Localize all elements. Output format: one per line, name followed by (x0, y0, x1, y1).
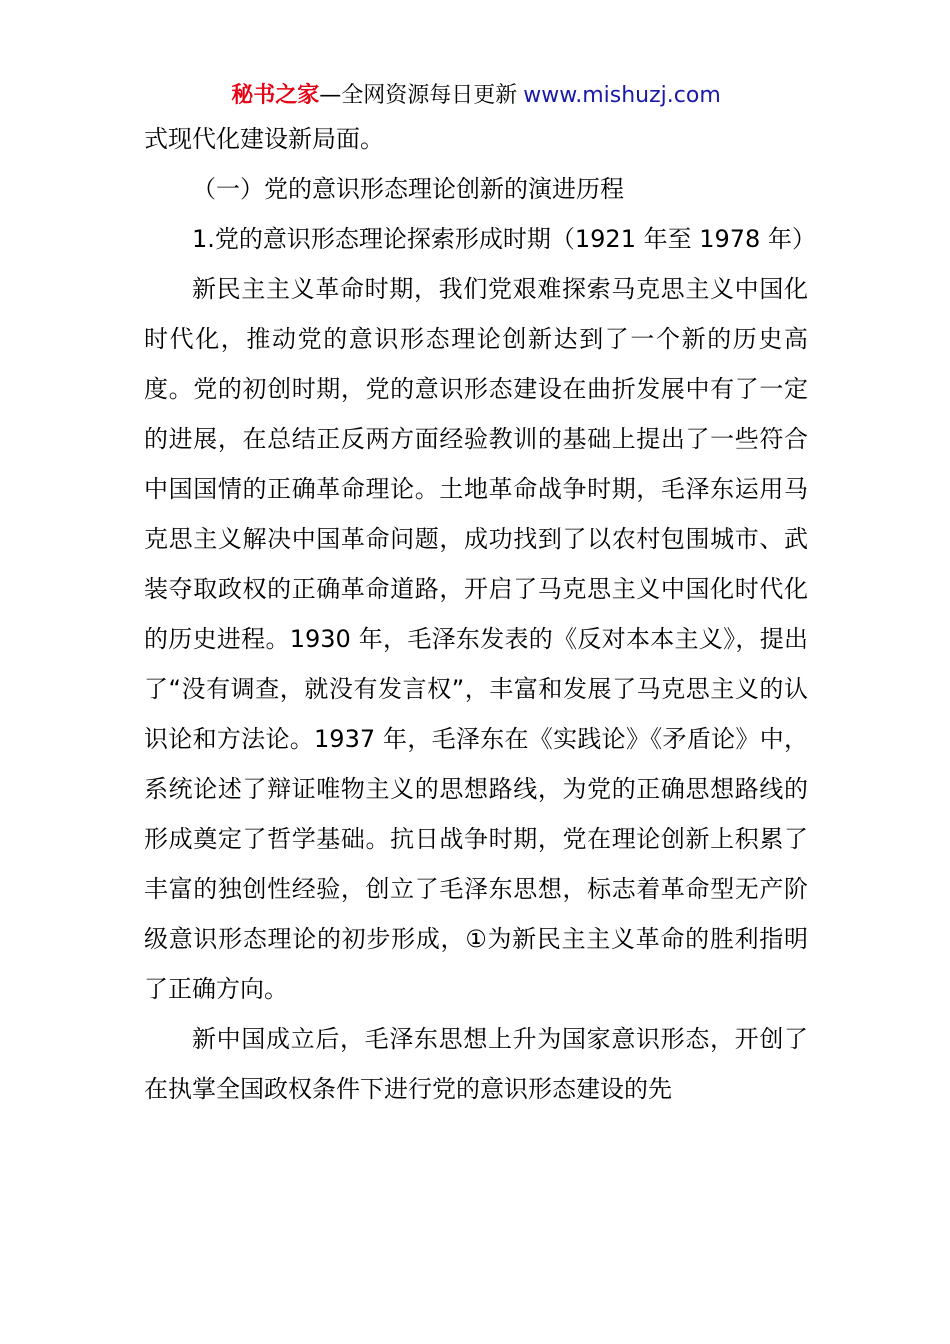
page-header (144, 78, 808, 114)
document-page (144, 78, 816, 1114)
section-heading: （一）党的意识形态理论创新的演进历程 (192, 175, 624, 203)
paragraph-continuation: 式现代化建设新局面。 (144, 125, 384, 153)
brand-name: 秘书之家 (231, 83, 320, 108)
header-url-link[interactable]: www.mishuzj.com (523, 83, 721, 108)
body-paragraph: 新中国成立后，毛泽东思想上升为国家意识形态，开创了在执掌全国政权条件下进行党的意识形态建设的先 (144, 1025, 808, 1103)
header-tagline: —全网资源每日更新 (319, 83, 518, 108)
subsection-heading: 1.党的意识形态理论探索形成时期（1921 年至 1978 年） (192, 225, 816, 253)
body-paragraph: 新民主主义革命时期，我们党艰难探索马克思主义中国化时代化，推动党的意识形态理论创新达到了一个新的历史高度。党的初创时期，党的意识形态建设在曲折发展中有了一定的进展，在总结正反两方面经验教训的基础上提出了一些符合中国国情的正确革命理论。土地革命战争时期，毛泽东运用马克思主义解决中国革命问题，成功找到了以农村包围城市、武装夺取政权的正确革命道路，开启了马克思主义中国化时代化的历史进程。1930 年，毛泽东发表的《反对本本主义》，提出了“没有调查，就没有发言权”，丰富和发展了马克思主义的认识论和方法论。1937 年，毛泽东在《实践论》《矛盾论》中，系统论述了辩证唯物主义的思想路线，为党的正确思想路线的形成奠定了哲学基础。抗日战争时期，党在理论创新上积累了丰富的独创性经验，创立了毛泽东思想，标志着革命型无产阶级意识形态理论的初步形成，①为新民主主义革命的胜利指明了正确方向。 (144, 275, 808, 1003)
document-body (144, 114, 816, 1114)
